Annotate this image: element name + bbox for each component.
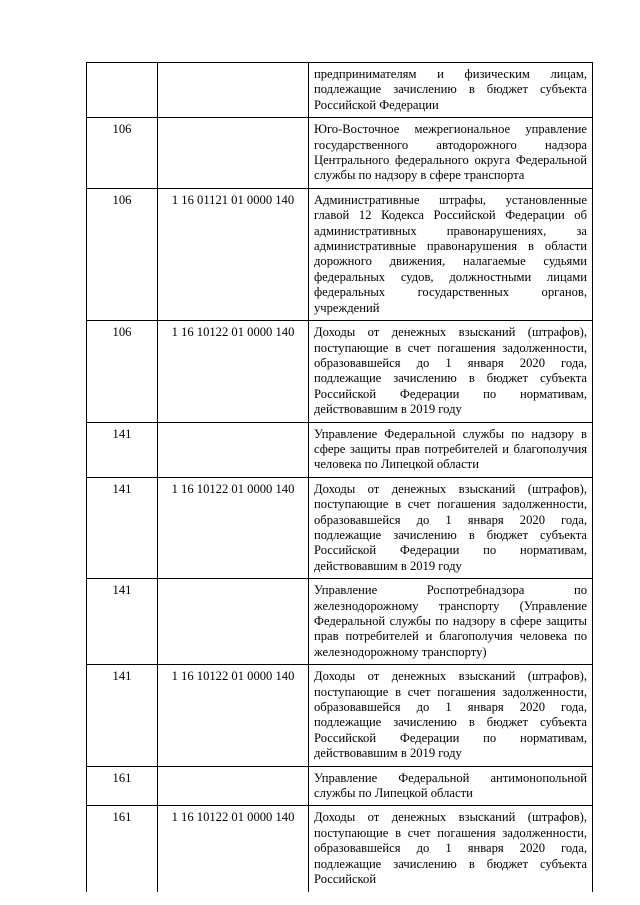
admin-code-cell: 161 (87, 806, 158, 892)
admin-code-cell: 141 (87, 579, 158, 665)
admin-code-cell: 106 (87, 321, 158, 422)
kbk-code-cell: 1 16 10122 01 0000 140 (158, 806, 309, 892)
revenue-administrators-table (86, 62, 593, 892)
kbk-code-cell: 1 16 10122 01 0000 140 (158, 477, 309, 578)
kbk-code-cell (158, 63, 309, 118)
kbk-code-cell (158, 579, 309, 665)
table-row (87, 766, 593, 806)
table-row (87, 321, 593, 422)
table-row (87, 477, 593, 578)
admin-code-cell: 141 (87, 665, 158, 766)
revenue-name-cell: Управление Федеральной антимонопольной службы по Липецкой области (309, 766, 593, 806)
table-row (87, 422, 593, 477)
revenue-name-cell: Административные штрафы, установленные главой 12 Кодекса Российской Федерации об административных правонарушениях, за административные правонарушения в области дорожного движения, налагаемые судьями федеральных судов, должностными лицами федеральных государственных органов, учреждений (309, 188, 593, 320)
revenue-name-cell: Доходы от денежных взысканий (штрафов), поступающие в счет погашения задолженности, образовавшейся до 1 января 2020 года, подлежащие зачислению в бюджет субъекта Российской Федерации по нормативам, действовавшим в 2019 году (309, 665, 593, 766)
kbk-code-cell: 1 16 10122 01 0000 140 (158, 321, 309, 422)
kbk-code-cell (158, 118, 309, 189)
table-body (87, 63, 593, 892)
kbk-code-cell: 1 16 10122 01 0000 140 (158, 665, 309, 766)
revenue-name-cell: предпринимателям и физическим лицам, подлежащие зачислению в бюджет субъекта Российской Федерации (309, 63, 593, 118)
table-row (87, 188, 593, 320)
admin-code-cell: 141 (87, 477, 158, 578)
table-row (87, 63, 593, 118)
admin-code-cell: 106 (87, 118, 158, 189)
table-row (87, 806, 593, 892)
table-row (87, 118, 593, 189)
kbk-code-cell: 1 16 01121 01 0000 140 (158, 188, 309, 320)
table-row (87, 665, 593, 766)
revenue-name-cell: Доходы от денежных взысканий (штрафов), поступающие в счет погашения задолженности, образовавшейся до 1 января 2020 года, подлежащие зачислению в бюджет субъекта Российской Федерации по нормативам, действовавшим в 2019 году (309, 477, 593, 578)
revenue-name-cell: Доходы от денежных взысканий (штрафов), поступающие в счет погашения задолженности, образовавшейся до 1 января 2020 года, подлежащие зачислению в бюджет субъекта Российской Федерации по нормативам, действовавшим в 2019 году (309, 321, 593, 422)
revenue-name-cell: Юго-Восточное межрегиональное управление государственного автодорожного надзора Центрального федерального округа Федеральной службы по надзору в сфере транспорта (309, 118, 593, 189)
admin-code-cell (87, 63, 158, 118)
revenue-name-cell: Управление Федеральной службы по надзору в сфере защиты прав потребителей и благополучия человека по Липецкой области (309, 422, 593, 477)
admin-code-cell: 106 (87, 188, 158, 320)
table-row (87, 579, 593, 665)
revenue-name-cell: Доходы от денежных взысканий (штрафов), поступающие в счет погашения задолженности, образовавшейся до 1 января 2020 года, подлежащие зачислению в бюджет субъекта Российской (309, 806, 593, 892)
revenue-name-cell: Управление Роспотребнадзора по железнодорожному транспорту (Управление Федеральной службы по надзору в сфере защиты прав потребителей и благополучия человека по железнодорожному транспорту) (309, 579, 593, 665)
admin-code-cell: 161 (87, 766, 158, 806)
kbk-code-cell (158, 766, 309, 806)
admin-code-cell: 141 (87, 422, 158, 477)
kbk-code-cell (158, 422, 309, 477)
